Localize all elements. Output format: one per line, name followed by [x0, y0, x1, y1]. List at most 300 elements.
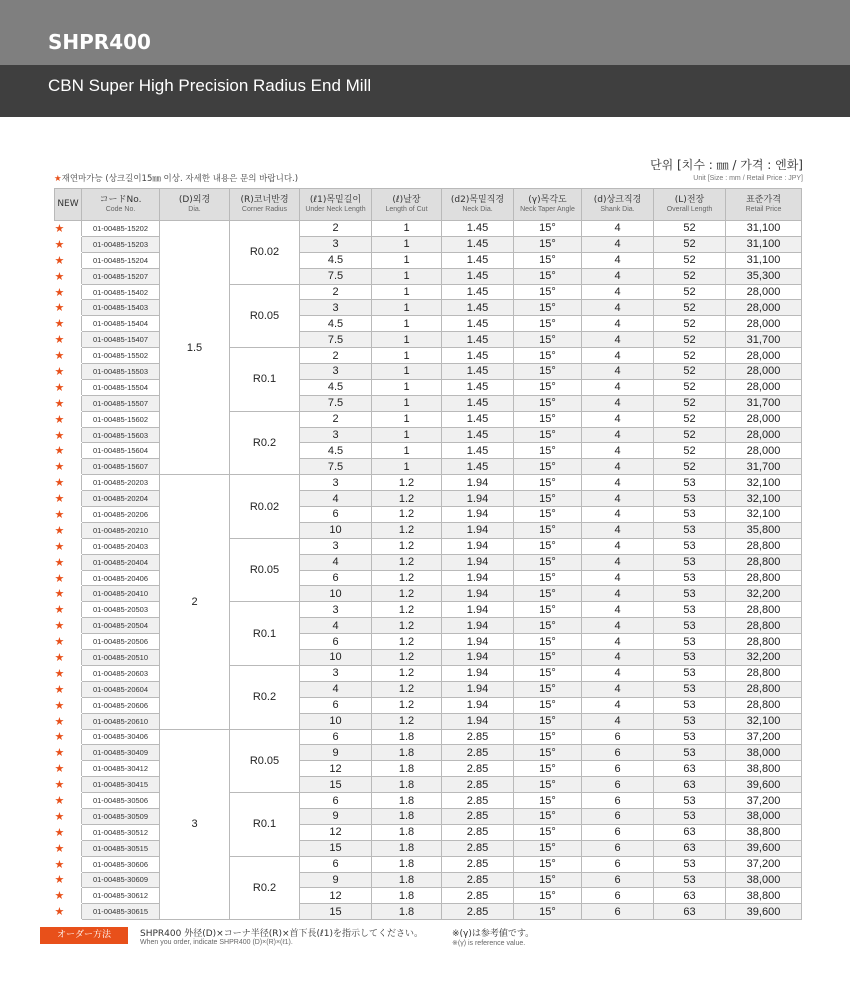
code-no-cell: 01-00485-15203	[82, 236, 160, 252]
table-cell: 6	[582, 872, 654, 888]
table-cell: 1.94	[442, 634, 514, 650]
new-star-icon: ★	[55, 475, 82, 491]
column-header-sublabel: Under Neck Length	[305, 205, 366, 213]
table-cell: 4	[582, 697, 654, 713]
code-no-cell: 01-00485-20204	[82, 491, 160, 507]
table-cell: 1.2	[372, 713, 442, 729]
column-header-label: (γ)목각도	[528, 195, 567, 206]
table-cell: 53	[654, 602, 726, 618]
table-cell: 4	[582, 395, 654, 411]
new-star-icon: ★	[55, 522, 82, 538]
table-cell: 52	[654, 300, 726, 316]
new-star-icon: ★	[55, 745, 82, 761]
table-cell: 12	[300, 761, 372, 777]
table-cell: 15°	[514, 840, 582, 856]
table-cell: 15°	[514, 427, 582, 443]
table-cell: 1.45	[442, 395, 514, 411]
column-header	[300, 189, 372, 221]
table-cell: 52	[654, 268, 726, 284]
table-cell: 1.8	[372, 840, 442, 856]
code-no-cell: 01-00485-15402	[82, 284, 160, 300]
table-cell: 38,000	[726, 745, 802, 761]
table-cell: 15	[300, 840, 372, 856]
code-no-cell: 01-00485-30509	[82, 808, 160, 824]
table-cell: 1.2	[372, 554, 442, 570]
table-cell: 4	[582, 665, 654, 681]
table-cell: 6	[582, 856, 654, 872]
table-cell: 3	[300, 665, 372, 681]
table-cell: 53	[654, 570, 726, 586]
table-cell: 15°	[514, 761, 582, 777]
column-header-sublabel: Neck Dia.	[462, 205, 493, 213]
table-cell: 2.85	[442, 745, 514, 761]
table-cell: 52	[654, 395, 726, 411]
table-cell: 6	[300, 507, 372, 523]
table-cell: 63	[654, 761, 726, 777]
new-star-icon: ★	[55, 316, 82, 332]
table-cell: 1.94	[442, 681, 514, 697]
table-cell: 15°	[514, 379, 582, 395]
table-cell: 52	[654, 364, 726, 380]
table-cell: 15°	[514, 522, 582, 538]
table-cell: 38,800	[726, 824, 802, 840]
column-header	[372, 189, 442, 221]
table-cell: 1.45	[442, 348, 514, 364]
table-cell: 3	[300, 427, 372, 443]
table-cell: 15°	[514, 491, 582, 507]
table-cell: 2	[300, 284, 372, 300]
table-row	[55, 221, 802, 237]
table-cell: 37,200	[726, 793, 802, 809]
new-star-icon: ★	[55, 681, 82, 697]
table-cell: 1	[372, 443, 442, 459]
new-star-icon: ★	[55, 236, 82, 252]
product-header-bar	[0, 0, 850, 65]
table-cell: 1.45	[442, 316, 514, 332]
table-cell: 4	[582, 268, 654, 284]
column-header-sublabel: Corner Radius	[241, 205, 288, 213]
table-header-row	[55, 189, 802, 221]
table-cell: 52	[654, 252, 726, 268]
corner-radius-cell: R0.2	[230, 411, 300, 475]
table-cell: 3	[300, 236, 372, 252]
table-cell: 15°	[514, 554, 582, 570]
table-cell: 1.94	[442, 602, 514, 618]
code-no-cell: 01-00485-15204	[82, 252, 160, 268]
table-cell: 4	[582, 522, 654, 538]
table-cell: 38,000	[726, 872, 802, 888]
table-cell: 28,000	[726, 348, 802, 364]
table-cell: 1.94	[442, 697, 514, 713]
new-star-icon: ★	[55, 348, 82, 364]
table-cell: 52	[654, 316, 726, 332]
table-cell: 10	[300, 650, 372, 666]
product-title-bar	[0, 65, 850, 117]
code-no-cell: 01-00485-30412	[82, 761, 160, 777]
table-cell: 1.2	[372, 538, 442, 554]
column-header	[726, 189, 802, 221]
table-cell: 2	[300, 221, 372, 237]
table-cell: 6	[582, 745, 654, 761]
table-cell: 2.85	[442, 777, 514, 793]
code-no-cell: 01-00485-15403	[82, 300, 160, 316]
table-cell: 1.94	[442, 475, 514, 491]
table-cell: 2.85	[442, 729, 514, 745]
column-header-sublabel: Retail Price	[745, 205, 782, 213]
code-no-cell: 01-00485-15404	[82, 316, 160, 332]
table-cell: 1.94	[442, 586, 514, 602]
table-cell: 9	[300, 745, 372, 761]
new-star-icon: ★	[55, 618, 82, 634]
table-cell: 39,600	[726, 840, 802, 856]
table-cell: 15°	[514, 681, 582, 697]
table-cell: 53	[654, 586, 726, 602]
corner-radius-cell: R0.05	[230, 729, 300, 793]
table-cell: 1.94	[442, 570, 514, 586]
new-star-icon: ★	[55, 395, 82, 411]
table-cell: 32,100	[726, 507, 802, 523]
table-cell: 1.94	[442, 507, 514, 523]
table-cell: 4	[582, 634, 654, 650]
table-cell: 15°	[514, 904, 582, 920]
code-no-cell: 01-00485-20404	[82, 554, 160, 570]
new-star-icon: ★	[55, 888, 82, 904]
table-cell: 28,000	[726, 379, 802, 395]
table-cell: 53	[654, 729, 726, 745]
table-row	[55, 729, 802, 745]
code-no-cell: 01-00485-30415	[82, 777, 160, 793]
table-cell: 1.45	[442, 284, 514, 300]
table-cell: 1.2	[372, 602, 442, 618]
table-cell: 4	[582, 491, 654, 507]
table-cell: 53	[654, 793, 726, 809]
table-cell: 1	[372, 427, 442, 443]
table-cell: 4	[582, 316, 654, 332]
table-cell: 4	[582, 364, 654, 380]
table-cell: 52	[654, 348, 726, 364]
table-cell: 1	[372, 411, 442, 427]
column-header-sublabel: Shank Dia.	[600, 205, 635, 213]
table-cell: 1.2	[372, 697, 442, 713]
column-header-sublabel: Code No.	[105, 205, 136, 213]
table-cell: 53	[654, 507, 726, 523]
table-cell: 1.45	[442, 236, 514, 252]
table-cell: 1	[372, 236, 442, 252]
table-cell: 15°	[514, 268, 582, 284]
code-no-cell: 01-00485-30506	[82, 793, 160, 809]
table-cell: 2	[300, 411, 372, 427]
new-star-icon: ★	[55, 729, 82, 745]
table-cell: 52	[654, 427, 726, 443]
table-cell: 15°	[514, 348, 582, 364]
table-cell: 1.2	[372, 586, 442, 602]
table-cell: 6	[582, 777, 654, 793]
table-cell: 15°	[514, 872, 582, 888]
table-cell: 1.45	[442, 268, 514, 284]
code-no-cell: 01-00485-20503	[82, 602, 160, 618]
table-cell: 1.2	[372, 618, 442, 634]
table-cell: 52	[654, 443, 726, 459]
table-cell: 63	[654, 888, 726, 904]
table-cell: 38,800	[726, 761, 802, 777]
table-cell: 1	[372, 316, 442, 332]
table-cell: 28,800	[726, 554, 802, 570]
table-cell: 3	[300, 475, 372, 491]
table-cell: 2.85	[442, 793, 514, 809]
unit-label-en: Unit [Size : mm / Retail Price : JPY]	[693, 175, 803, 182]
column-header-sublabel: Dia.	[188, 205, 201, 213]
new-star-icon: ★	[55, 777, 82, 793]
table-cell: 28,000	[726, 316, 802, 332]
table-cell: 53	[654, 681, 726, 697]
table-cell: 63	[654, 904, 726, 920]
column-header-sublabel: Neck Taper Angle	[520, 205, 575, 213]
code-no-cell: 01-00485-15602	[82, 411, 160, 427]
table-cell: 31,700	[726, 395, 802, 411]
table-cell: 1.94	[442, 554, 514, 570]
table-cell: 32,200	[726, 586, 802, 602]
table-cell: 1.2	[372, 507, 442, 523]
table-cell: 28,800	[726, 538, 802, 554]
column-header-label: NEW	[57, 199, 79, 210]
table-cell: 31,700	[726, 459, 802, 475]
column-header-label: (ℓ)날장	[392, 195, 421, 206]
table-cell: 63	[654, 824, 726, 840]
code-no-cell: 01-00485-30606	[82, 856, 160, 872]
table-cell: 28,000	[726, 443, 802, 459]
table-cell: 35,800	[726, 522, 802, 538]
new-star-icon: ★	[55, 904, 82, 920]
table-cell: 63	[654, 840, 726, 856]
table-cell: 32,100	[726, 475, 802, 491]
column-header	[514, 189, 582, 221]
table-cell: 6	[582, 808, 654, 824]
table-cell: 2.85	[442, 808, 514, 824]
code-no-cell: 01-00485-20504	[82, 618, 160, 634]
column-header	[160, 189, 230, 221]
order-instruction-jp: SHPR400 外径(D)×コーナ半径(R)×首下長(ℓ1)を指示してください。	[140, 929, 423, 939]
table-cell: 7.5	[300, 332, 372, 348]
column-header	[654, 189, 726, 221]
table-cell: 6	[300, 729, 372, 745]
table-cell: 4	[582, 459, 654, 475]
table-cell: 15°	[514, 443, 582, 459]
table-cell: 3	[300, 538, 372, 554]
table-cell: 1.94	[442, 618, 514, 634]
new-star-icon: ★	[55, 491, 82, 507]
table-cell: 52	[654, 221, 726, 237]
code-no-cell: 01-00485-20604	[82, 681, 160, 697]
code-no-cell: 01-00485-20203	[82, 475, 160, 491]
table-cell: 15°	[514, 602, 582, 618]
table-cell: 1	[372, 395, 442, 411]
table-cell: 6	[582, 824, 654, 840]
code-no-cell: 01-00485-15504	[82, 379, 160, 395]
table-cell: 15°	[514, 507, 582, 523]
corner-radius-cell: R0.2	[230, 856, 300, 920]
table-cell: 4	[582, 379, 654, 395]
table-cell: 4	[582, 411, 654, 427]
new-star-icon: ★	[55, 840, 82, 856]
table-cell: 4	[582, 332, 654, 348]
table-cell: 4	[582, 236, 654, 252]
column-header-label: 표준가격	[746, 195, 781, 206]
column-header-sublabel: Overall Length	[666, 205, 713, 213]
diameter-cell: 1.5	[160, 221, 230, 475]
table-cell: 7.5	[300, 459, 372, 475]
table-cell: 1.94	[442, 665, 514, 681]
table-cell: 1.94	[442, 491, 514, 507]
table-cell: 15°	[514, 665, 582, 681]
table-cell: 1	[372, 348, 442, 364]
column-header	[230, 189, 300, 221]
table-cell: 53	[654, 538, 726, 554]
table-cell: 39,600	[726, 904, 802, 920]
column-header-label: コードNo.	[99, 195, 142, 206]
table-cell: 15°	[514, 364, 582, 380]
regrind-note-text: 재연마가능 (상크길이15㎜ 이상. 자세한 내용은 문의 바랍니다.)	[61, 174, 299, 184]
new-star-icon: ★	[55, 856, 82, 872]
table-cell: 1.8	[372, 856, 442, 872]
table-cell: 10	[300, 713, 372, 729]
corner-radius-cell: R0.1	[230, 348, 300, 412]
code-no-cell: 01-00485-30512	[82, 824, 160, 840]
code-no-cell: 01-00485-20603	[82, 665, 160, 681]
table-cell: 4	[300, 491, 372, 507]
table-cell: 4	[582, 221, 654, 237]
code-no-cell: 01-00485-30406	[82, 729, 160, 745]
column-header-label: (L)전장	[674, 195, 705, 206]
table-cell: 1.45	[442, 411, 514, 427]
new-star-icon: ★	[55, 268, 82, 284]
table-cell: 1.2	[372, 634, 442, 650]
table-cell: 7.5	[300, 395, 372, 411]
table-cell: 4.5	[300, 443, 372, 459]
table-cell: 28,800	[726, 570, 802, 586]
column-header	[82, 189, 160, 221]
code-no-cell: 01-00485-15603	[82, 427, 160, 443]
reference-note-en: ※(γ) is reference value.	[452, 940, 526, 947]
table-cell: 32,100	[726, 713, 802, 729]
table-cell: 15°	[514, 332, 582, 348]
table-cell: 53	[654, 634, 726, 650]
new-star-icon: ★	[55, 332, 82, 348]
table-cell: 28,800	[726, 681, 802, 697]
table-cell: 7.5	[300, 268, 372, 284]
table-cell: 3	[300, 364, 372, 380]
table-cell: 1.45	[442, 252, 514, 268]
table-cell: 4	[300, 554, 372, 570]
corner-radius-cell: R0.1	[230, 793, 300, 857]
new-star-icon: ★	[55, 713, 82, 729]
table-cell: 6	[300, 634, 372, 650]
regrind-note	[54, 172, 298, 184]
table-cell: 1.8	[372, 777, 442, 793]
order-method-badge: オーダー方法	[40, 927, 128, 944]
table-cell: 28,800	[726, 618, 802, 634]
table-cell: 4	[582, 586, 654, 602]
table-cell: 32,200	[726, 650, 802, 666]
table-cell: 28,800	[726, 665, 802, 681]
code-no-cell: 01-00485-20410	[82, 586, 160, 602]
table-cell: 3	[300, 300, 372, 316]
table-cell: 1.45	[442, 379, 514, 395]
code-no-cell: 01-00485-20406	[82, 570, 160, 586]
column-header-label: (R)코너반경	[240, 195, 289, 206]
table-cell: 53	[654, 522, 726, 538]
table-cell: 10	[300, 586, 372, 602]
new-star-icon: ★	[55, 586, 82, 602]
new-star-icon: ★	[55, 252, 82, 268]
table-cell: 15°	[514, 459, 582, 475]
code-no-cell: 01-00485-20206	[82, 507, 160, 523]
column-header	[55, 189, 82, 221]
new-star-icon: ★	[55, 554, 82, 570]
corner-radius-cell: R0.1	[230, 602, 300, 666]
column-header-sublabel: Length of Cut	[385, 205, 428, 213]
table-cell: 4.5	[300, 252, 372, 268]
corner-radius-cell: R0.05	[230, 538, 300, 602]
table-cell: 53	[654, 872, 726, 888]
new-star-icon: ★	[55, 538, 82, 554]
table-cell: 15°	[514, 316, 582, 332]
table-cell: 28,000	[726, 364, 802, 380]
table-cell: 1.45	[442, 427, 514, 443]
table-cell: 15°	[514, 570, 582, 586]
product-title: CBN Super High Precision Radius End Mill	[48, 76, 372, 95]
corner-radius-cell: R0.2	[230, 665, 300, 729]
table-cell: 28,000	[726, 411, 802, 427]
corner-radius-cell: R0.02	[230, 221, 300, 285]
table-cell: 4	[582, 681, 654, 697]
table-cell: 4	[582, 300, 654, 316]
table-cell: 6	[582, 761, 654, 777]
table-cell: 9	[300, 808, 372, 824]
table-cell: 15°	[514, 221, 582, 237]
table-cell: 4	[582, 284, 654, 300]
table-cell: 52	[654, 332, 726, 348]
table-cell: 1	[372, 221, 442, 237]
table-cell: 37,200	[726, 856, 802, 872]
table-cell: 28,800	[726, 634, 802, 650]
table-cell: 52	[654, 236, 726, 252]
table-cell: 15°	[514, 808, 582, 824]
code-no-cell: 01-00485-20610	[82, 713, 160, 729]
table-cell: 1.2	[372, 475, 442, 491]
table-cell: 2	[300, 348, 372, 364]
new-star-icon: ★	[55, 364, 82, 380]
table-cell: 4.5	[300, 316, 372, 332]
table-cell: 53	[654, 856, 726, 872]
table-cell: 1.2	[372, 665, 442, 681]
product-code: SHPR400	[48, 30, 151, 54]
table-cell: 52	[654, 411, 726, 427]
code-no-cell: 01-00485-30609	[82, 872, 160, 888]
table-cell: 1.8	[372, 872, 442, 888]
table-cell: 53	[654, 697, 726, 713]
table-cell: 1.2	[372, 570, 442, 586]
table-cell: 28,000	[726, 427, 802, 443]
table-cell: 6	[582, 729, 654, 745]
column-header	[442, 189, 514, 221]
column-header-label: (d)상크직경	[593, 195, 642, 206]
new-star-icon: ★	[55, 570, 82, 586]
table-cell: 1.94	[442, 713, 514, 729]
table-cell: 15°	[514, 697, 582, 713]
table-cell: 1	[372, 332, 442, 348]
table-cell: 28,000	[726, 284, 802, 300]
table-cell: 9	[300, 872, 372, 888]
